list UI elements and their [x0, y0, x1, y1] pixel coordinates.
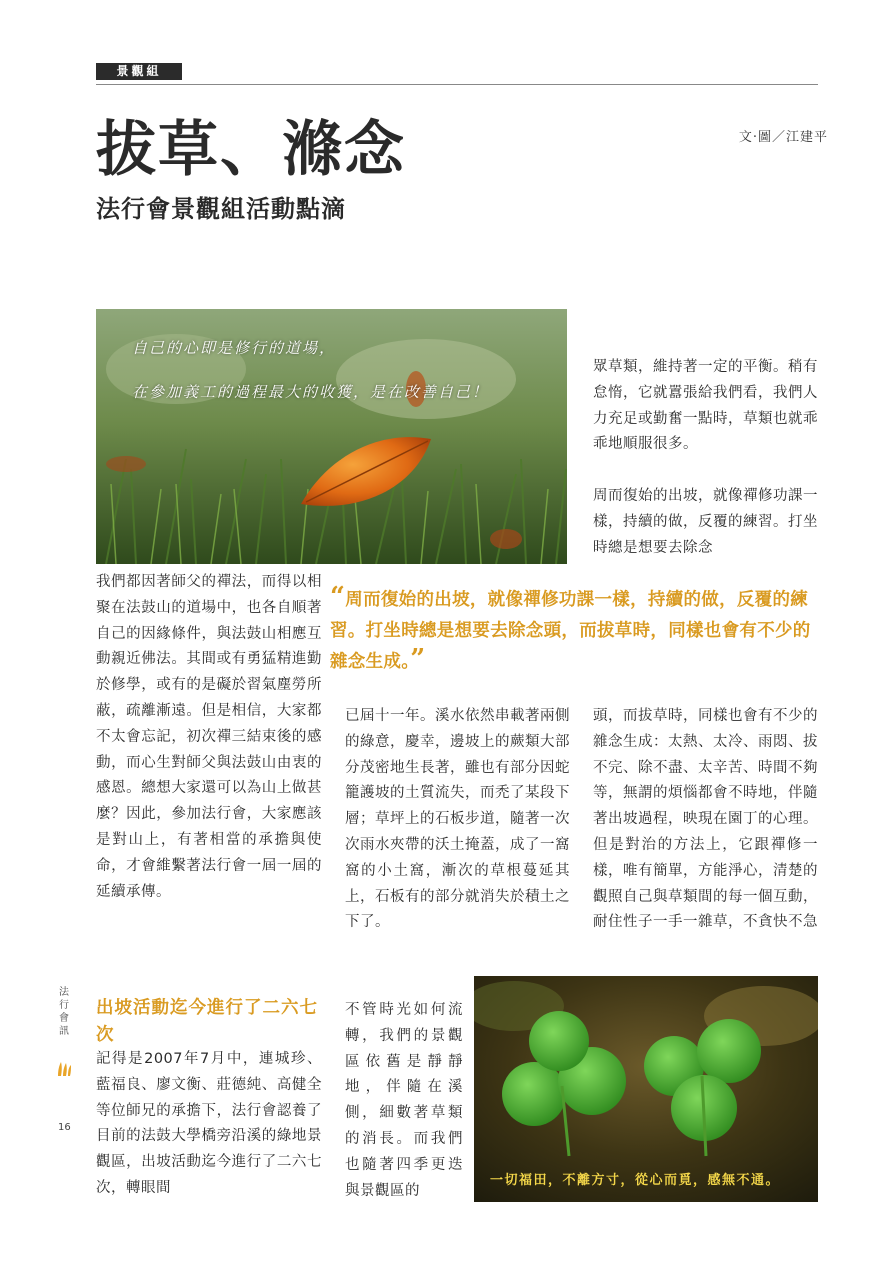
middle-column: 已屆十一年。溪水依然串載著兩側的綠意，慶幸，邊坡上的蕨類大部分茂密地生長著，雖也有部分因蛇籠護坡的土質流失，而禿了某段下層；草坪上的石板步道，隨著一次次雨水夾帶的沃土掩蓋，成了一窩窩的小土窩，漸次的草根蔓延其上，石板有的部分就消失於積土之下了。 — [345, 708, 570, 931]
right-column: 頭，而拔草時，同樣也會有不少的雜念生成：太熱、太冷、雨悶、拔不完、除不盡、太辛苦、時間不夠等，無謂的煩惱都會不時地，伴隨著出坡過程，映現在園丁的心理。但是對治的方法上，它跟禪修一樣，唯有簡單，方能淨心，清楚的觀照自己與草類間的每一個互動，耐住性子一手一雜草，不貪快不急 — [593, 708, 818, 931]
section-tag: 景觀組 — [96, 63, 182, 80]
bottom-middle-column: 不管時光如何流轉，我們的景觀區依舊是靜靜地，伴隨在溪側，細數著草類的消長。而我們也隨著四季更迭與景觀區的 — [345, 1002, 463, 1199]
open-quote-mark: “ — [330, 582, 346, 612]
publication-mark: 法行會訊 — [59, 987, 69, 1037]
byline: 文·圖／江建平 — [738, 130, 828, 145]
photo-caption-line2: 在參加義工的過程最大的收獲，是在改善自己！ — [132, 383, 490, 401]
page-title: 拔草、滌念 — [96, 115, 406, 185]
section-heading: 出坡活動迄今進行了二六七次 — [96, 998, 318, 1045]
pull-quote — [330, 582, 822, 678]
photo-caption-line1: 自己的心即是修行的道場， — [132, 339, 337, 357]
paragraph: 眾草類，維持著一定的平衡。稍有怠惰，它就囂張給我們看，我們人力充足或勤奮一點時，草類也就乖乖地順服很多。 — [593, 359, 818, 453]
header-rule — [96, 84, 818, 85]
leaf-photo — [96, 309, 567, 564]
pull-quote-text: 周而復始的出坡，就像禪修功課一樣，持續的做，反覆的練習。打坐時總是想要去除念頭，而拔草時，同樣也會有不少的雜念生成。 — [330, 590, 811, 672]
paragraph: 周而復始的出坡，就像禪修功課一樣，持續的做，反覆的練習。打坐時總是想要去除念 — [593, 488, 818, 556]
logo-icon — [56, 1060, 72, 1082]
clover-caption: 一切福田，不離方寸，從心而覓，感無不通。 — [490, 1173, 781, 1188]
page-number: 16 — [58, 1122, 71, 1133]
close-quote-mark: ” — [410, 644, 426, 674]
page-subtitle: 法行會景觀組活動點滴 — [96, 194, 346, 223]
bottom-left-column: 記得是2007年7月中，連城珍、藍福良、廖文衡、莊德純、高健全等位師兄的承擔下，法行會認養了目前的法鼓大學橋旁沿溪的綠地景觀區，出坡活動迄今進行了二六七次，轉眼間 — [96, 1051, 322, 1196]
left-column: 我們都因著師父的禪法，而得以相聚在法鼓山的道場中，也各自順著自己的因緣條件，與法鼓山相應互動親近佛法。其間或有勇猛精進勤於修學，或有的是礙於習氣塵勞所蔽，疏離漸遠。但是相信，大家都不太會忘記，初次禪三結束後的感動，而心生對師父與法鼓山由衷的感恩。總想大家還可以為山上做甚麼？因此，參加法行會，大家應該是對山上，有著相當的承擔與使命，才會維繫著法行會一屆一屆的延續承傳。 — [96, 574, 322, 900]
clover-photo — [474, 976, 818, 1202]
right-top-column — [593, 355, 818, 562]
